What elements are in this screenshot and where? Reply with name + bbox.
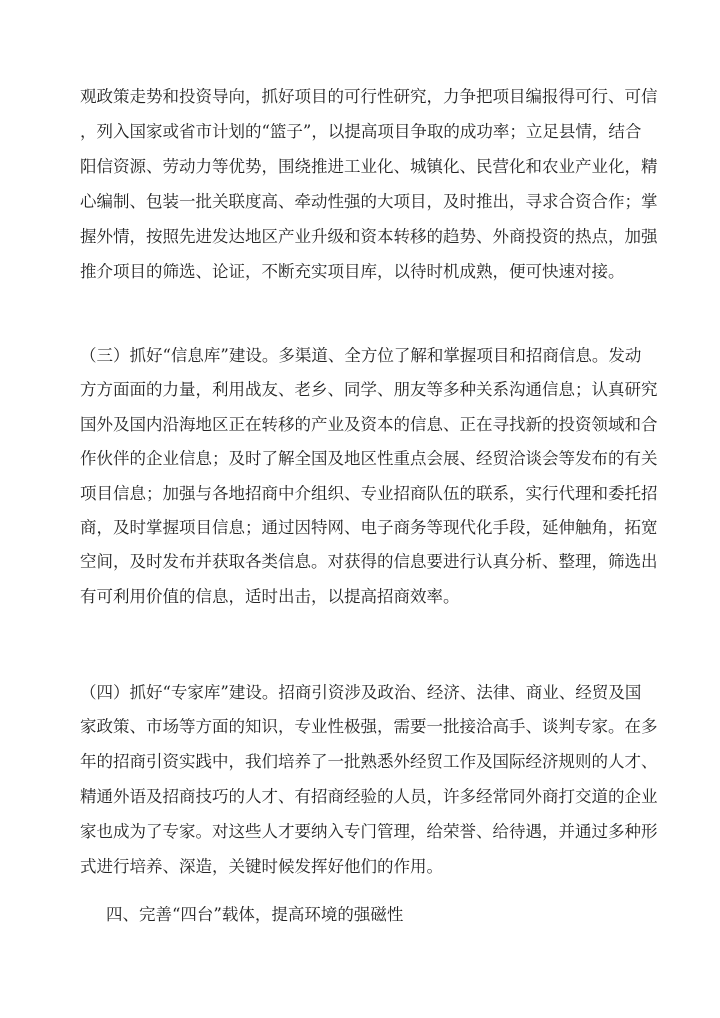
text-line: 家也成为了专家。对这些人才要纳入专门管理，给荣誉、给待遇，并通过多种形 bbox=[80, 822, 658, 841]
text-line: 项目信息；加强与各地招商中介组织、专业招商队伍的联系，实行代理和委托招 bbox=[80, 484, 658, 503]
text-line: （四）抓好“专家库”建设。招商引资涉及政治、经济、法律、商业、经贸及国 bbox=[80, 683, 642, 702]
text-line: 有可利用价值的信息，适时出击，以提高招商效率。 bbox=[80, 587, 460, 606]
text-line: 空间，及时发布并获取各类信息。对获得的信息要进行认真分析、整理，筛选出 bbox=[80, 552, 658, 571]
text-line: 家政策、市场等方面的知识，专业性极强，需要一批接洽高手、谈判专家。在多 bbox=[80, 717, 658, 736]
text-line: 年的招商引资实践中，我们培养了一批熟悉外经贸工作及国际经济规则的人才、 bbox=[80, 752, 658, 771]
text-line: ，列入国家或省市计划的“篮子”，以提高项目争取的成功率；立足县情，结合 bbox=[80, 122, 642, 141]
text-line: 握外情，按照先进发达地区产业升级和资本转移的趋势、外商投资的热点，加强 bbox=[80, 227, 658, 246]
text-line: 精通外语及招商技巧的人才、有招商经验的人员，许多经常同外商打交道的企业 bbox=[80, 787, 658, 806]
text-line: 作伙伴的企业信息；及时了解全国及地区性重点会展、经贸洽谈会等发布的有关 bbox=[80, 449, 658, 468]
text-line: （三）抓好“信息库”建设。多渠道、全方位了解和掌握项目和招商信息。发动 bbox=[80, 346, 642, 365]
text-line: 方方面面的力量，利用战友、老乡、同学、朋友等多种关系沟通信息；认真研究 bbox=[80, 380, 658, 399]
text-line: 商，及时掌握项目信息；通过因特网、电子商务等现代化手段，延伸触角，拓宽 bbox=[80, 518, 658, 537]
text-line: 阳信资源、劳动力等优势，围绕推进工业化、城镇化、民营化和农业产业化，精 bbox=[80, 157, 658, 176]
section-heading: 四、完善“四台”载体，提高环境的强磁性 bbox=[106, 905, 404, 924]
text-line: 观政策走势和投资导向，抓好项目的可行性研究，力争把项目编报得可行、可信 bbox=[80, 87, 658, 106]
text-line: 国外及国内沿海地区正在转移的产业及资本的信息、正在寻找新的投资领域和合 bbox=[80, 415, 658, 434]
text-line: 心编制、包装一批关联度高、牵动性强的大项目，及时推出，寻求合资合作；掌 bbox=[80, 192, 658, 211]
text-line: 推介项目的筛选、论证，不断充实项目库，以待时机成熟，便可快速对接。 bbox=[80, 262, 625, 281]
text-line: 式进行培养、深造，关键时候发挥好他们的作用。 bbox=[80, 857, 443, 876]
